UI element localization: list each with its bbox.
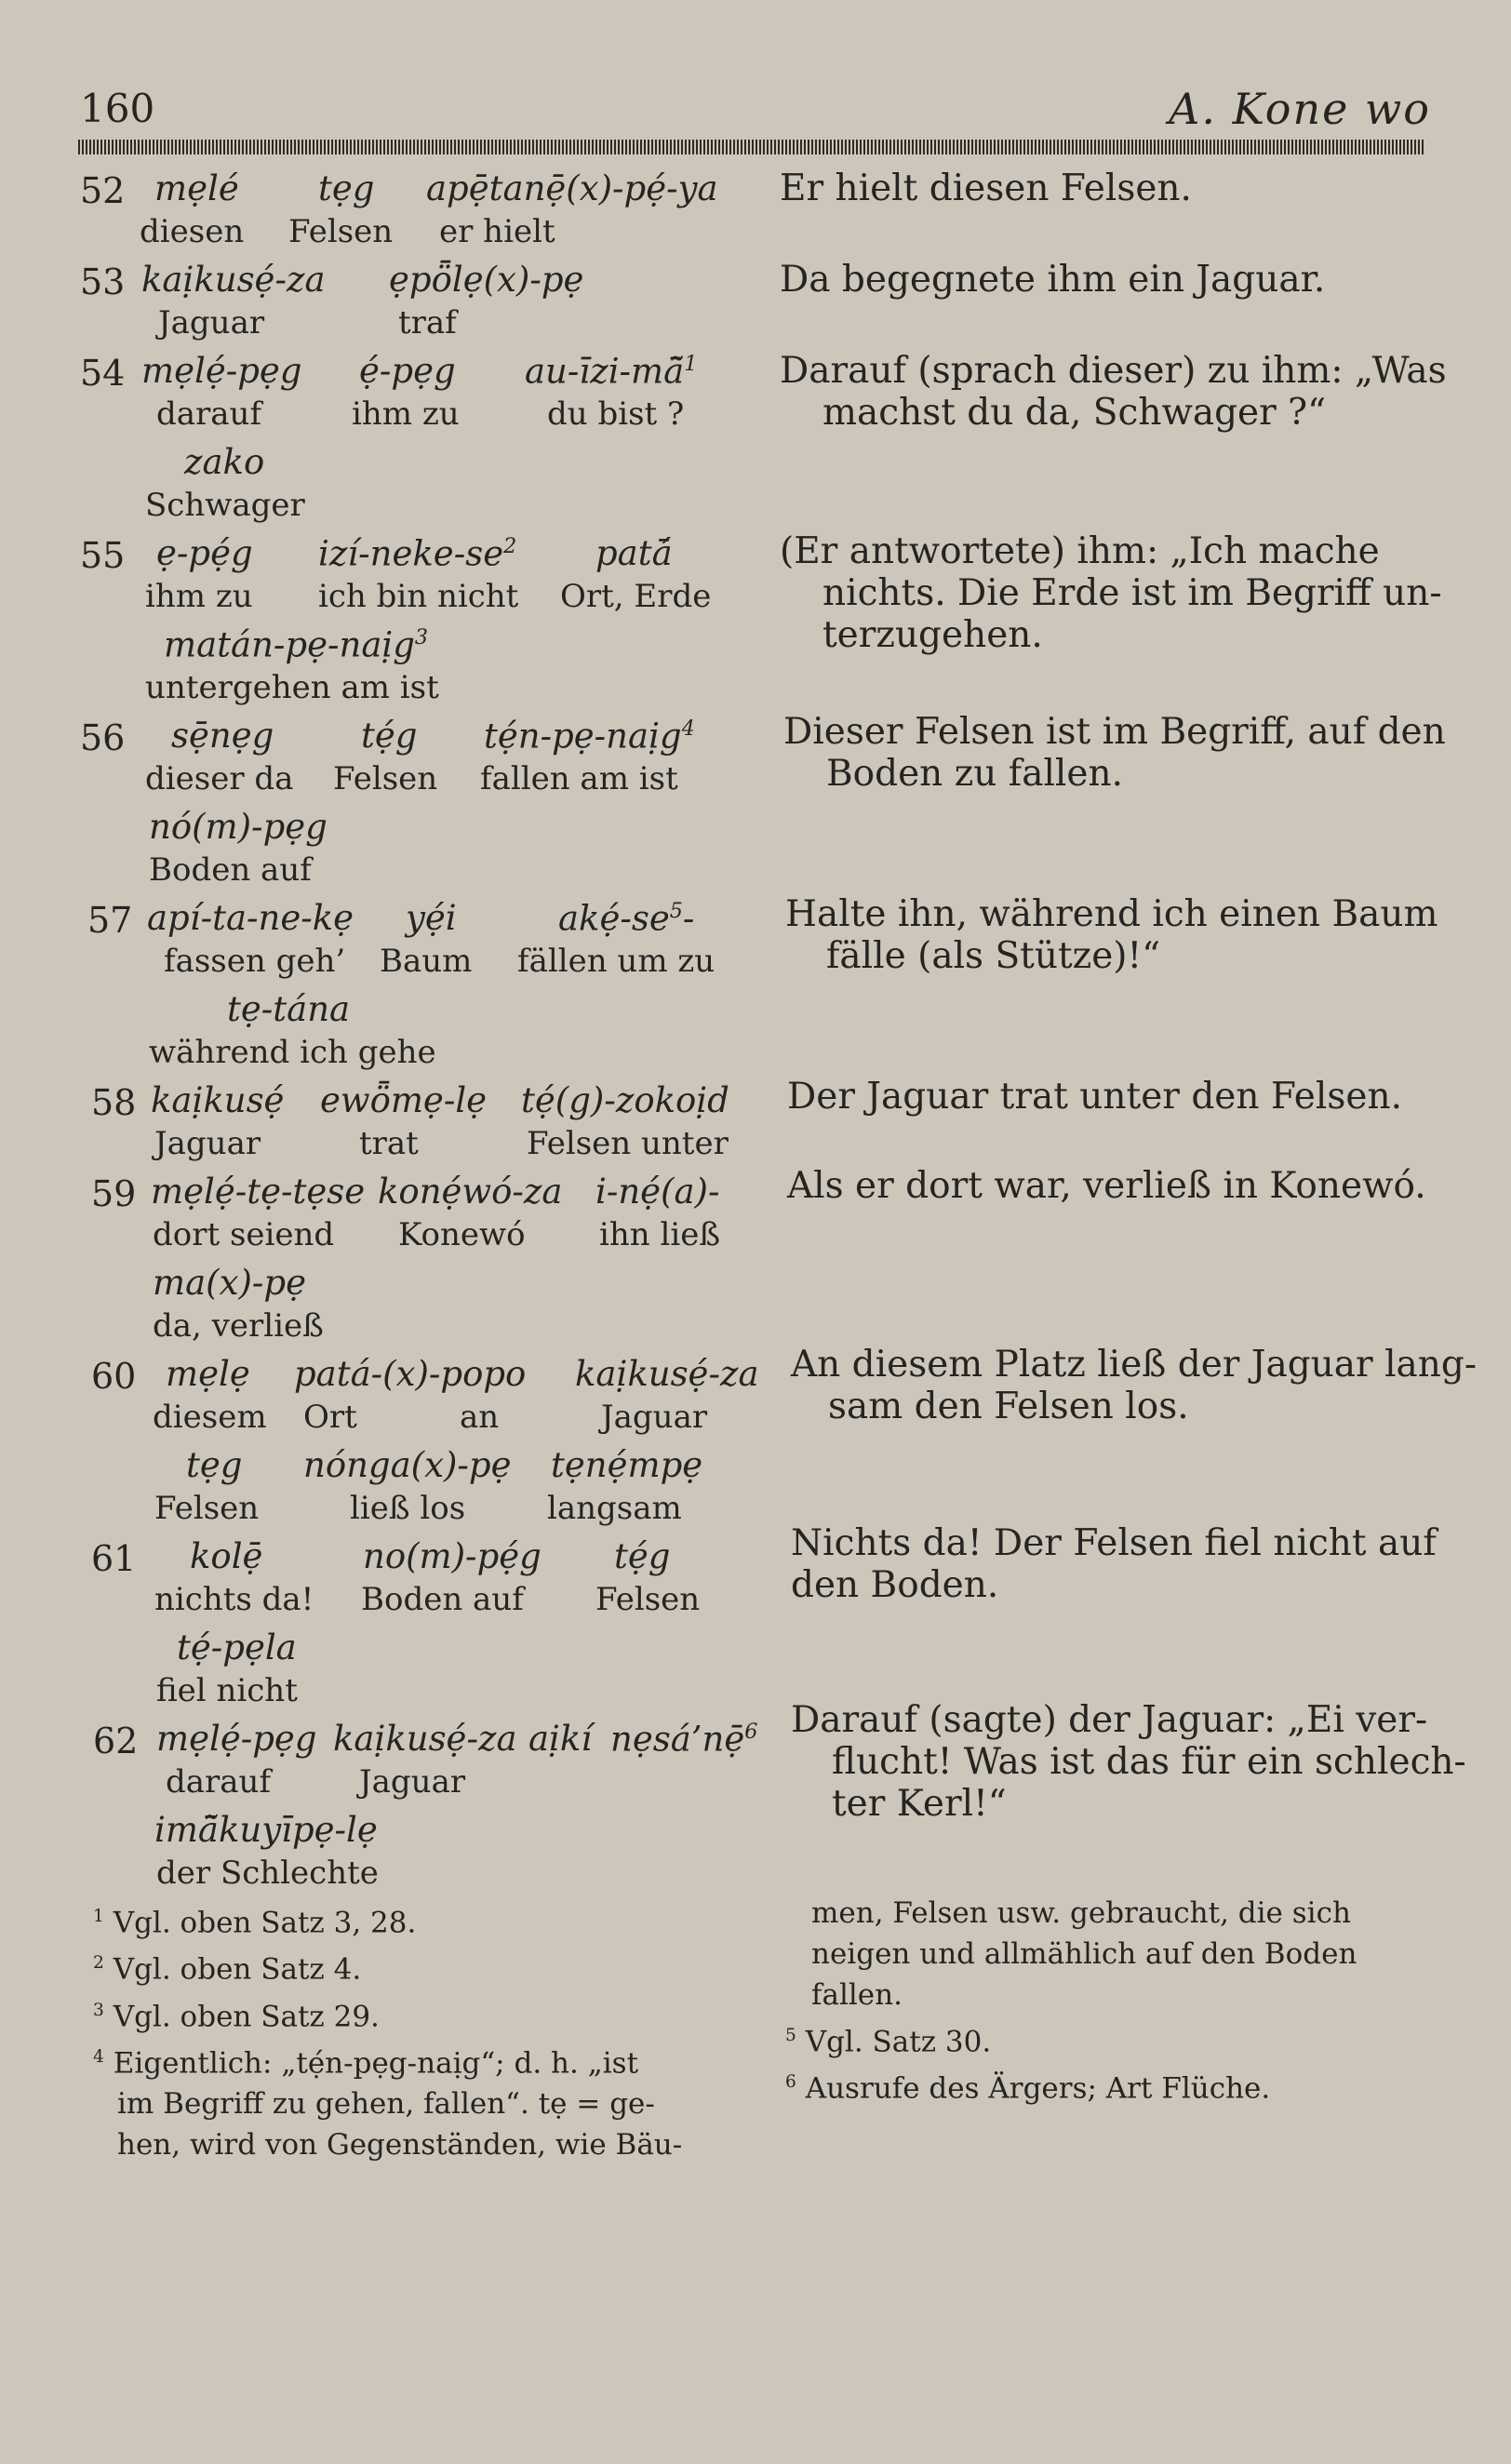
- translation-line: Darauf (sagte) der Jaguar: „Ei ver-: [791, 1699, 1428, 1741]
- native-word: apí-ta-ne-kẹ: [147, 898, 354, 938]
- sentence-number: 60: [91, 1356, 137, 1397]
- translation: [780, 259, 1325, 301]
- translation-line: fälle (als Stütze)!“: [826, 935, 1161, 977]
- gloss-word: er hielt: [439, 213, 555, 250]
- native-word: izí-$neke-se^2$: [318, 533, 517, 574]
- native-word: nẹsá’nẹ̄$^6$: [610, 1719, 758, 1760]
- translation-line: Als er dort war, verließ in Konewó.: [787, 1165, 1426, 1207]
- footnote-continuation: men, Felsen usw. gebraucht, die sich: [811, 1896, 1351, 1930]
- gloss-word: Konewó: [398, 1216, 526, 1253]
- native-word: sẹ̄nẹg: [171, 716, 274, 756]
- native-word: aịkí: [528, 1719, 593, 1759]
- gloss-word: untergehen am ist: [145, 669, 439, 706]
- gloss-word: ihm zu: [145, 578, 253, 615]
- gloss-word: fiel nicht: [156, 1672, 298, 1709]
- footnote: $^2$ Vgl. oben Satz 4.: [93, 1952, 362, 1987]
- footnote-continuation: neigen und allmählich auf den Boden: [811, 1937, 1357, 1971]
- sentence-number: 53: [80, 261, 126, 302]
- native-word: $akẹ́-se^5-$: [558, 898, 695, 939]
- translation: [787, 1165, 1426, 1207]
- gloss-word: traf: [398, 304, 457, 341]
- native-word: ẹ́-pẹg: [359, 351, 456, 391]
- native-word: mẹlé: [154, 168, 239, 208]
- gloss-word: der Schlechte: [156, 1855, 379, 1892]
- translation: [780, 350, 1447, 434]
- native-word: tẹg: [318, 168, 375, 208]
- native-word: patá-(x)-popo: [294, 1354, 527, 1394]
- page-number: 160: [80, 86, 155, 131]
- native-word: yẹ́i: [406, 898, 457, 938]
- native-word: kaịkusẹ́-za: [333, 1719, 517, 1759]
- gloss-word: Felsen unter: [527, 1125, 729, 1162]
- gloss-word: Jaguar: [359, 1763, 466, 1801]
- gloss-word: Felsen: [595, 1581, 701, 1618]
- translation-line: Halte ihn, während ich einen Baum: [785, 893, 1438, 935]
- translation: [780, 167, 1192, 209]
- native-word: mẹlẹ́-pẹg: [141, 351, 302, 391]
- gloss-word: fallen am ist: [480, 760, 678, 797]
- translation-line: (Er antwortete) ihm: „Ich mache: [780, 530, 1380, 572]
- gloss-word: nichts da!: [154, 1581, 314, 1618]
- footnote-continuation: im Begriff zu gehen, fallen“. tẹ = ge-: [117, 2087, 655, 2122]
- translation-line: Darauf (sprach dieser) zu ihm: „Was: [780, 350, 1447, 392]
- translation-line: Er hielt diesen Felsen.: [780, 167, 1192, 209]
- native-word: tẹ́(g)-zokoịd: [521, 1080, 729, 1120]
- translation-line: Nichts da! Der Felsen fiel nicht auf: [791, 1522, 1437, 1564]
- gloss-word: an: [460, 1399, 500, 1436]
- native-word: mẹlẹ: [166, 1354, 250, 1394]
- gloss-word: trat: [359, 1125, 419, 1162]
- native-word: konẹ́wó-za: [378, 1172, 563, 1212]
- sentence-number: 57: [87, 900, 133, 941]
- native-word: nó(m)-pẹg: [149, 807, 328, 847]
- running-title: A. Kone wo: [1169, 84, 1431, 134]
- footnote: $^1$ Vgl. oben Satz 3, 28.: [93, 1906, 417, 1940]
- gloss-word: Felsen: [288, 213, 394, 250]
- native-word: ma(x)-pẹ: [153, 1263, 306, 1303]
- gloss-word: dieser da: [145, 760, 294, 797]
- footnote-continuation: fallen.: [811, 1978, 903, 2012]
- gloss-word: diesen: [140, 213, 245, 250]
- native-word: apẹ̄tanẹ̄(x)-pẹ́-ya: [426, 168, 718, 208]
- sentence-number: 52: [80, 170, 126, 211]
- gloss-word: fassen geh’: [164, 943, 346, 980]
- native-word: nónga(x)-pẹ: [303, 1445, 512, 1485]
- gloss-word: ihn ließ: [599, 1216, 721, 1253]
- gloss-word: fällen um zu: [517, 943, 715, 980]
- native-word: tẹg: [186, 1445, 243, 1485]
- native-word: no(m)-pẹ́g: [363, 1536, 542, 1576]
- native-word: au-īzi-mā̃$^1$: [525, 351, 698, 392]
- sentence-number: 55: [80, 535, 126, 576]
- gloss-word: ließ los: [350, 1490, 466, 1527]
- sentence-number: 56: [80, 717, 126, 758]
- translation-line: An diesem Platz ließ der Jaguar lang-: [791, 1344, 1478, 1386]
- footnote-continuation: hen, wird von Gegenständen, wie Bäu-: [117, 2128, 683, 2163]
- translation-line: flucht! Was ist das für ein schlech-: [832, 1741, 1466, 1783]
- gloss-word: Felsen: [333, 760, 438, 797]
- footnotes-left: [93, 1896, 682, 2165]
- gloss-word: Jaguar: [154, 1125, 261, 1162]
- translation: [791, 1699, 1466, 1825]
- translation-line: Boden zu fallen.: [826, 753, 1123, 795]
- native-word: mẹlẹ́-pẹg: [156, 1719, 317, 1759]
- translation-line: machst du da, Schwager ?“: [822, 392, 1327, 434]
- gloss-word: darauf: [166, 1763, 272, 1801]
- gloss-word: darauf: [156, 395, 262, 433]
- translation: [791, 1522, 1437, 1606]
- sentence-number: 54: [80, 353, 126, 394]
- native-word: imā̃kuyīpẹ-lẹ: [154, 1810, 378, 1850]
- native-word: tẹ́g: [614, 1536, 671, 1576]
- native-word: tẹ́-pẹla: [177, 1627, 297, 1667]
- gloss-word: Baum: [380, 943, 473, 980]
- footnote: $^5$ Vgl. Satz 30.: [785, 2025, 992, 2059]
- translation-line: Dieser Felsen ist im Begriff, auf den: [783, 711, 1446, 753]
- gloss-word: Boden auf: [149, 851, 312, 889]
- gloss-word: dort seiend: [153, 1216, 335, 1253]
- native-word: tẹ-tána: [227, 989, 351, 1029]
- translation-line: terzugehen.: [822, 614, 1043, 656]
- translation: [780, 530, 1442, 656]
- gloss-word: Ort, Erde: [560, 578, 712, 615]
- footnote: $^4$ Eigentlich: „tẹ́n-pẹg-naịg“; d. h. „ist: [93, 2046, 639, 2081]
- translation-line: Der Jaguar trat unter den Felsen.: [787, 1076, 1402, 1118]
- native-word: ẹpȫlẹ(x)-pẹ: [389, 260, 584, 300]
- translation-line: nichts. Die Erde ist im Begriff un-: [822, 572, 1442, 614]
- translation: [783, 711, 1446, 795]
- translation: [791, 1344, 1477, 1427]
- gloss-word: Ort: [303, 1399, 357, 1436]
- gloss-word: Boden auf: [361, 1581, 524, 1618]
- native-word: kaịkusẹ́-za: [575, 1354, 759, 1394]
- translation-line: ter Kerl!“: [832, 1783, 1007, 1825]
- native-word: tẹ́n-pẹ-naịg$^4$: [484, 716, 695, 757]
- gloss-word: ich bin nicht: [318, 578, 519, 615]
- sentence-number: 59: [91, 1173, 137, 1214]
- native-word: tẹ́g: [361, 716, 418, 756]
- native-word: ewȫmẹ-lẹ: [320, 1080, 488, 1120]
- gloss-word: ihm zu: [352, 395, 460, 433]
- translation-line: sam den Felsen los.: [828, 1386, 1189, 1427]
- translation: [787, 1076, 1402, 1118]
- native-word: patā́: [595, 533, 673, 573]
- footnotes-right: [785, 1893, 1357, 2109]
- gloss-word: während ich gehe: [149, 1034, 436, 1071]
- native-word: i-nẹ́(a)-: [595, 1172, 720, 1212]
- gloss-word: Felsen: [154, 1490, 260, 1527]
- native-word: ẹ-pẹ́g: [156, 533, 253, 573]
- translation-line: den Boden.: [791, 1564, 999, 1606]
- gloss-word: du bist ?: [547, 395, 685, 433]
- gloss-word: Jaguar: [601, 1399, 708, 1436]
- gloss-word: Schwager: [145, 487, 305, 524]
- gloss-word: da, verließ: [153, 1307, 324, 1345]
- gloss-word: langsam: [547, 1490, 682, 1527]
- native-word: kaịkusẹ́: [151, 1080, 285, 1120]
- sentence-number: 58: [91, 1082, 137, 1123]
- header-rule: [78, 140, 1425, 154]
- sentence-number: 62: [93, 1721, 139, 1761]
- native-word: kolẹ̄: [190, 1536, 263, 1576]
- native-word: matán-pẹ-naịg$^3$: [164, 624, 429, 665]
- native-word: mẹlẹ́-tẹ-tẹse: [151, 1172, 366, 1212]
- native-word: zako: [184, 442, 265, 482]
- sentence-number: 61: [91, 1538, 137, 1579]
- footnote: $^6$ Ausrufe des Ärgers; Art Flüche.: [785, 2071, 1271, 2106]
- gloss-word: Jaguar: [158, 304, 265, 341]
- native-word: tẹnẹ́mpẹ: [551, 1445, 703, 1485]
- translation-line: Da begegnete ihm ein Jaguar.: [780, 259, 1326, 301]
- translation: [785, 893, 1437, 977]
- footnote: $^3$ Vgl. oben Satz 29.: [93, 1999, 380, 2033]
- gloss-word: diesem: [153, 1399, 267, 1436]
- native-word: kaịkusẹ́-za: [141, 260, 326, 300]
